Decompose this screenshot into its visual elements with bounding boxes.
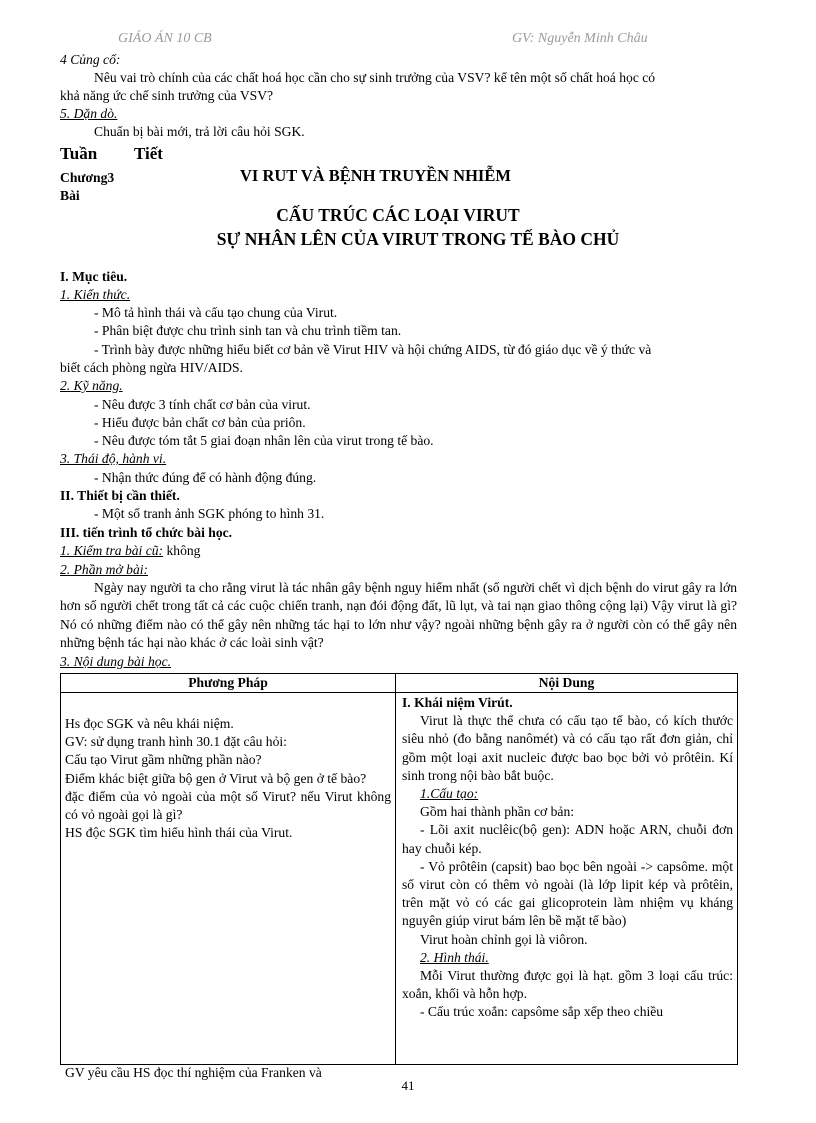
lesson-table <box>60 673 738 1080</box>
noi-dung-cell <box>396 693 738 1065</box>
thai-do-heading: 3. Thái độ, hành vi. <box>60 451 167 466</box>
left-line-5: đặc điểm của vỏ ngoài của một số Virut? nếu Virut không có vỏ ngoài gọi là gì? <box>65 788 391 823</box>
ky-nang-item-1: - Nêu được 3 tính chất cơ bản của virut. <box>94 397 311 412</box>
cau-tao-line-4: Virut hoàn chỉnh gọi là viôron. <box>420 931 588 947</box>
section-tien-trinh: III. tiến trình tổ chức bài học. <box>60 525 233 540</box>
col-phuong-phap: Phương Pháp <box>61 674 396 693</box>
kien-thuc-item-1: - Mô tả hình thái và cấu tạo chung của Virut. <box>94 305 338 320</box>
table-header-row <box>61 674 738 693</box>
lesson-title-2: SỰ NHÂN LÊN CỦA VIRUT TRONG TẾ BÀO CHỦ <box>216 229 620 249</box>
kiem-tra-bai-cu <box>60 542 200 560</box>
header-left: GIÁO ÁN 10 CB <box>118 31 212 46</box>
thai-do-item-1: - Nhận thức đúng để có hành động đúng. <box>94 470 317 485</box>
hinh-thai-line-2: - Cấu trúc xoắn: capsôme sắp xếp theo chiều <box>420 1004 664 1020</box>
left-line-1: Hs đọc SGK và nêu khái niệm. <box>65 716 234 731</box>
page-number: 41 <box>401 1078 415 1093</box>
phan-mo-bai-text: Ngày nay người ta cho rằng virut là tác nhân gây bệnh nguy hiểm nhất (số người chết vì dịch bệnh do virut gây ra lớn hơn số người chết trong tất cả các cuộc chiến tranh, nạn đói động đất, lũ lụt, và tai nạn giao thông cộng lại) Vậy virut là gì? Nó có những điểm nào có thể gây nên những tác hại to lớn như vậy? ngoài những bệnh gây ra ở người còn có thể gây nên những bệnh tác hại nào khác ở các loài sinh vật? <box>60 580 737 651</box>
kien-thuc-heading: 1. Kiến thức. <box>60 287 131 302</box>
tuan-label: Tuần <box>60 144 98 163</box>
bai-label: Bài <box>60 188 80 203</box>
lesson-title-1: CẤU TRÚC CÁC LOẠI VIRUT <box>276 205 520 225</box>
ky-nang-item-2: - Hiểu được bản chất cơ bản của priôn. <box>94 415 306 430</box>
dan-do-text: Chuẩn bị bài mới, trả lời câu hỏi SGK. <box>94 124 305 139</box>
ky-nang-heading: 2. Kỹ năng. <box>60 378 123 393</box>
kien-thuc-item-3a: - Trình bày được những hiểu biết cơ bản về Virut HIV và hội chứng AIDS, từ đó giáo dục về ý thức và <box>94 342 652 357</box>
header-right: GV: Nguyễn Minh Châu <box>512 31 648 46</box>
chapter-title: VI RUT VÀ BỆNH TRUYỀN NHIỄM <box>240 166 511 185</box>
col-noi-dung: Nội Dung <box>396 674 738 693</box>
ky-nang-item-3: - Nêu được tóm tắt 5 giai đoạn nhân lên của virut trong tế bào. <box>94 433 434 448</box>
phan-mo-bai-heading: 2. Phần mở bài: <box>60 562 149 577</box>
hinh-thai-heading: 2. Hình thái. <box>420 949 489 965</box>
table-row <box>61 693 738 1065</box>
kiem-tra-label: 1. Kiểm tra bài cũ: <box>60 543 164 558</box>
hinh-thai-line-1: Mỗi Virut thường được gọi là hạt. gồm 3 loại cấu trúc: xoắn, khối và hỗn hợp. <box>402 968 733 1002</box>
tiet-label: Tiết <box>134 144 163 163</box>
left-line-bottom: GV yêu cầu HS đọc thí nghiệm của Franken và <box>65 1065 322 1080</box>
cau-tao-heading: 1.Cấu tạo: <box>420 786 479 802</box>
cung-co-text-1: Nêu vai trò chính của các chất hoá học cần cho sự sinh trưởng của VSV? kể tên một số chất hoá học có <box>94 70 656 85</box>
cung-co-title: 4 Củng cố: <box>60 52 121 67</box>
dan-do-title: 5. Dặn dò. <box>60 106 118 121</box>
kiem-tra-value: không <box>163 543 201 558</box>
section-muc-tieu: I. Mục tiêu. <box>60 269 128 284</box>
thiet-bi-item-1: - Một số tranh ảnh SGK phóng to hình 31. <box>94 506 325 521</box>
cau-tao-line-1: Gồm hai thành phần cơ bản: <box>420 804 575 820</box>
khai-niem-text: Virut là thực thể chưa có cấu tạo tế bào, có kích thước siêu nhỏ (đo bằng nanômét) và có cấu tạo rất đơn giản, chỉ gồm một loại axit nucleic được bao bọc bởi vỏ prôtêin. Kí sinh trong nội bào bắt buộc. <box>402 713 733 783</box>
left-line-3: Cấu tạo Virut gầm những phần nào? <box>65 752 262 768</box>
left-line-2: GV: sử dụng tranh hình 30.1 đặt câu hỏi: <box>65 734 287 750</box>
kien-thuc-item-3b: biết cách phòng ngừa HIV/AIDS. <box>60 360 243 375</box>
noi-dung-heading: 3. Nội dung bài học. <box>60 654 172 669</box>
cung-co-text-2: khả năng ức chế sinh trưởng của VSV? <box>60 88 274 103</box>
cau-tao-line-2: - Lõi axit nuclêic(bộ gen): ADN hoặc ARN, chuỗi đơn hay chuỗi kép. <box>402 822 733 856</box>
chuong-label: Chương3 <box>60 170 115 185</box>
cau-tao-line-3: - Vỏ prôtêin (capsit) bao bọc bên ngoài -> capsôme. một số virut còn có thêm vỏ ngoài (là lớp lipit kép và prôtêin, trên mặt vỏ có các gai glicoprotein làm nhiệm vụ kháng nguyên giúp virut bám lên bề mặt tế bào) <box>402 858 733 929</box>
section-thiet-bi: II. Thiết bị cần thiết. <box>60 488 180 503</box>
khai-niem-heading: I. Khái niệm Virút. <box>402 695 513 710</box>
left-line-4: Điểm khác biệt giữa bộ gen ở Virut và bộ gen ở tế bào? <box>65 770 367 786</box>
kien-thuc-item-2: - Phân biệt được chu trình sinh tan và chu trình tiềm tan. <box>94 323 402 338</box>
left-line-6: HS độc SGK tìm hiểu hình thái của Virut. <box>65 825 293 841</box>
phuong-phap-cell <box>61 693 396 1080</box>
